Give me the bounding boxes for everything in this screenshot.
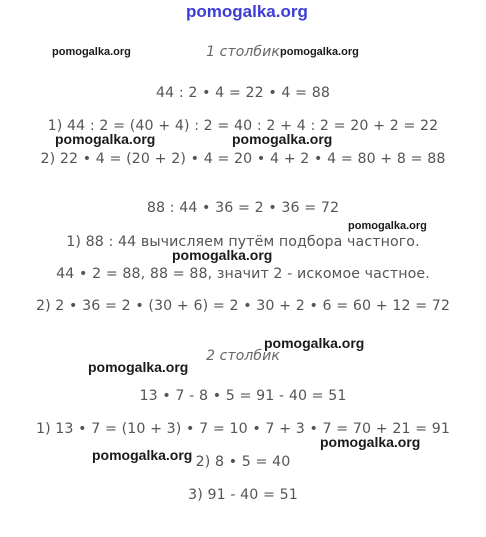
step-2-1: 1) 88 : 44 вычисляем путём подбора частного. xyxy=(66,234,420,250)
watermark: pomogalka.org xyxy=(264,335,365,351)
step-2-2: 2) 2 • 36 = 2 • (30 + 6) = 2 • 30 + 2 • 6 = 60 + 12 = 72 xyxy=(35,298,451,314)
step-1-2: 2) 22 • 4 = (20 + 2) • 4 = 20 • 4 + 2 • 4 = 80 + 8 = 88 xyxy=(40,151,446,167)
watermark: pomogalka.org xyxy=(172,247,273,263)
step-3-2: 2) 8 • 5 = 40 xyxy=(195,454,291,470)
watermark-header: pomogalka.org xyxy=(186,2,308,21)
watermark: pomogalka.org xyxy=(320,434,421,450)
expression-2: 88 : 44 • 36 = 2 • 36 = 72 xyxy=(146,200,340,216)
column-1-heading: 1 столбик xyxy=(206,44,280,60)
step-3-1: 1) 13 • 7 = (10 + 3) • 7 = 10 • 7 + 3 • 7 = 70 + 21 = 91 xyxy=(35,421,451,437)
step-3-3: 3) 91 - 40 = 51 xyxy=(188,487,298,503)
watermark: pomogalka.org xyxy=(52,46,131,58)
watermark: pomogalka.org xyxy=(55,131,156,147)
watermark: pomogalka.org xyxy=(88,359,189,375)
watermark: pomogalka.org xyxy=(348,220,427,232)
expression-3: 13 • 7 - 8 • 5 = 91 - 40 = 51 xyxy=(139,388,347,404)
expression-1: 44 : 2 • 4 = 22 • 4 = 88 xyxy=(155,85,331,101)
watermark: pomogalka.org xyxy=(232,131,333,147)
step-1-1: 1) 44 : 2 = (40 + 4) : 2 = 40 : 2 + 4 : 2 = 20 + 2 = 22 xyxy=(47,118,439,134)
watermark: pomogalka.org xyxy=(280,46,359,58)
watermark: pomogalka.org xyxy=(92,447,193,463)
column-2-heading: 2 столбик xyxy=(206,348,280,364)
step-2-1-check: 44 • 2 = 88, 88 = 88, значит 2 - искомое частное. xyxy=(56,266,430,282)
